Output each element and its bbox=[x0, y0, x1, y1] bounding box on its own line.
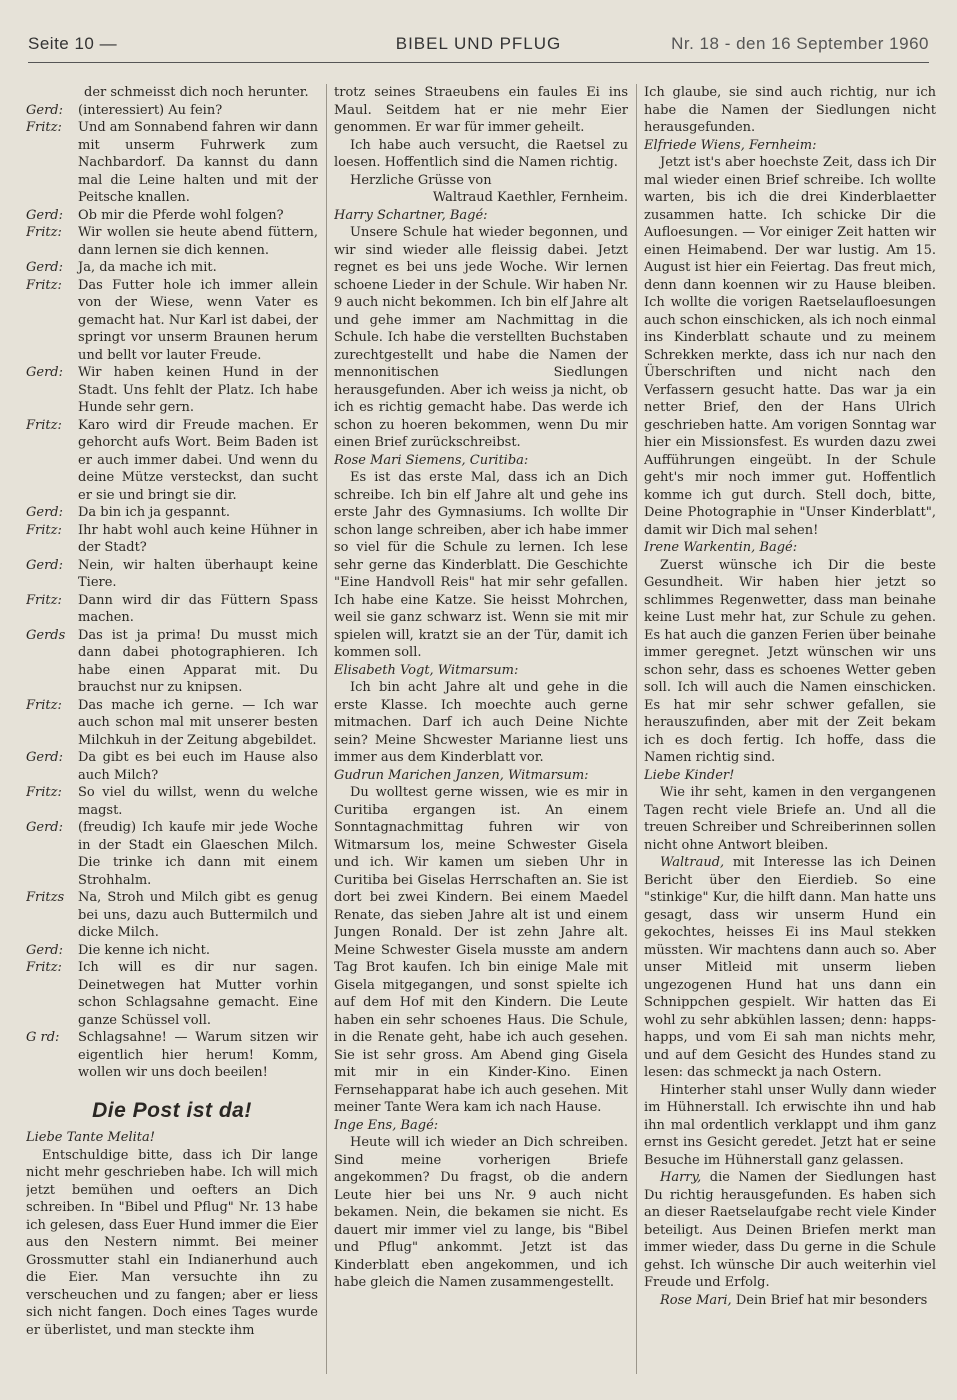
dialog-block bbox=[26, 84, 318, 1082]
dialog-text: Wir haben keinen Hund in der Stadt. Uns fehlt der Platz. Ich habe Hunde sehr gern. bbox=[78, 365, 318, 415]
dialog-line bbox=[26, 259, 318, 277]
dialog-text: Ja, da mache ich mit. bbox=[78, 260, 217, 275]
dialog-text: (interessiert) Au fein? bbox=[78, 102, 223, 118]
header-rule bbox=[28, 62, 929, 63]
dialog-line bbox=[26, 557, 318, 592]
dialog-text: der schmeisst dich noch herunter. bbox=[84, 85, 309, 100]
issue-date: Nr. 18 - den 16 September 1960 bbox=[671, 34, 929, 53]
speaker-name: Fritz: bbox=[26, 225, 62, 240]
reply-text: mit Interesse las ich Deinen Bericht über den Eierdieb. So eine "stinkige" Kur, die hilft dann. Man hatte uns gesagt, dass wir unserm Hund ein gekochtes, heisses Ei ins Maul stekken müssten. Wir machtens dann auch so. Aber unser Mitleid mit unserm lieben ungezogenen Hund hat uns dann ein Schnippchen gespielt. Wir hatten das Ei wohl zu sehr abkühlen lassen; denn: happs-happs, und vom Ei sah man nichts mehr, und auf dem Gesicht des Hundes stand zu lesen: das schmeckt ja nach Ostern. bbox=[644, 855, 936, 1080]
speaker-name: G rd: bbox=[26, 1030, 60, 1045]
reply-body: Hinterher stahl unser Wully dann wieder im Hühnerstall. Ich erwischte ihn und hab ihn mal ordentlich verklappt und ihm ganz ernst ins Gesicht geredet. Jetzt hat er seine Besuche im Hühnerstall ganz gelassen. bbox=[644, 1082, 936, 1168]
speaker-name: Fritz: bbox=[26, 522, 62, 538]
speaker-name: Gerds bbox=[26, 627, 66, 643]
reply-body bbox=[644, 854, 936, 1082]
dialog-line bbox=[26, 364, 318, 417]
dialog-line bbox=[26, 84, 318, 102]
letter-author: Inge Ens, Bagé: bbox=[334, 1117, 439, 1133]
reply-addressee: Harry, bbox=[660, 1170, 702, 1185]
letter-author: Elfriede Wiens, Fernheim: bbox=[644, 137, 817, 153]
column-3 bbox=[644, 84, 936, 1384]
dialog-text: Ich will es dir nur sagen. Deinetwegen hat Mutter vorhin schon Schlagsahne gemacht. Eine ganze Schüssel voll. bbox=[78, 960, 318, 1028]
dialog-text: Das mache ich gerne. — Ich war auch schon mal mit unserer besten Milchkuh in der Zeitung abgebildet. bbox=[78, 697, 318, 748]
reply-addressee: Rose Mari, bbox=[660, 1292, 732, 1308]
letter-author: Gudrun Marichen Janzen, Witmarsum: bbox=[334, 767, 589, 783]
letter-salutation: Liebe Tante Melita! bbox=[26, 1130, 155, 1145]
speaker-name: Gerd: bbox=[26, 365, 63, 380]
dialog-line bbox=[26, 784, 318, 819]
dialog-text: Schlagsahne! — Warum sitzen wir eigentlich hier herum! Komm, wollen wir uns doch beeilen! bbox=[78, 1030, 318, 1080]
speaker-name: Fritz: bbox=[26, 120, 62, 135]
dialog-line bbox=[26, 277, 318, 365]
column-divider bbox=[636, 84, 637, 1374]
reply-salutation: Liebe Kinder! bbox=[644, 767, 735, 783]
dialog-text: Ob mir die Pferde wohl folgen? bbox=[78, 207, 284, 223]
speaker-name: Gerd: bbox=[26, 505, 63, 520]
dialog-text: Dann wird dir das Füttern Spass machen. bbox=[78, 592, 318, 625]
dialog-text: Wir wollen sie heute abend füttern, dann lernen sie dich kennen. bbox=[78, 225, 318, 258]
reply-body bbox=[644, 1292, 936, 1310]
dialog-text: Nein, wir halten überhaupt keine Tiere. bbox=[78, 557, 318, 590]
dialog-text: Die kenne ich nicht. bbox=[78, 942, 211, 958]
dialog-line bbox=[26, 819, 318, 889]
section-heading: Die Post ist da! bbox=[92, 1098, 252, 1122]
speaker-name: Fritz: bbox=[26, 785, 62, 800]
dialog-line bbox=[26, 749, 318, 784]
letter-body: Entschuldige bitte, dass ich Dir lange nicht mehr geschrieben habe. Ich will mich jetzt bemühen und oefters an Dich schreiben. In "Bibel und Pflug" Nr. 13 habe ich gelesen, dass Euer Hund immer die Eier aus den Nestern nimmt. Bei meiner Grossmutter stahl ein Indianerhund auch die Eier. Man versuchte ihn zu verscheuchen und zu fangen; aber er liess sich nicht fangen. Doch eines Tages wurde er überlistet, und man steckte ihm bbox=[26, 1147, 318, 1338]
letter-author: Harry Schartner, Bagé: bbox=[334, 207, 488, 223]
dialog-line bbox=[26, 522, 318, 557]
dialog-line bbox=[26, 224, 318, 259]
speaker-name: Gerd: bbox=[26, 820, 63, 835]
dialog-line bbox=[26, 1029, 318, 1082]
dialog-text: Karo wird dir Freude machen. Er gehorcht aufs Wort. Beim Baden ist er auch immer dabei. Und wenn du deine Mütze versteckst, dan sucht er sie und bringt sie dir. bbox=[78, 417, 318, 503]
speaker-name bbox=[26, 84, 78, 102]
letter-body: trotz seines Straeubens ein faules Ei ins Maul. Seitdem hat er nie mehr Eier genommen. Er war für immer geheilt. bbox=[334, 85, 628, 135]
letter-body: Ich bin acht Jahre alt und gehe in die erste Klasse. Ich moechte auch gerne mitmachen. Darf ich auch Deine Nichte sein? Meine Shcwester Marianne liest uns immer aus dem Kinderblatt vor. bbox=[334, 680, 628, 765]
speaker-name: Gerd: bbox=[26, 260, 63, 275]
publication-title: BIBEL UND PFLUG bbox=[395, 34, 562, 53]
letter-body: Unsere Schule hat wieder begonnen, und wir sind wieder alle fleissig dabei. Jetzt regnet es bei uns jede Woche. Wir lernen schoene Lieder in der Schule. Wir haben Nr. 9 auch nicht bekommen. Ich bin elf Jahre alt und gehe immer am Nachmittag in die Schule. Ich habe die verstellten Buchstaben zurechtgestellt und habe die Namen der mennonitischen Siedlungen herausgefunden. Aber ich weiss ja nicht, ob ich es richtig gemacht habe. Das werde ich schon zu hoeren bekommen, wenn Du mir einen Brief zurückschreibst. bbox=[334, 225, 628, 450]
letter-body: Jetzt ist's aber hoechste Zeit, dass ich Dir mal wieder einen Brief schreibe. Ich wollte warten, bis ich die drei Kinderblaetter zusammen hatte. Ich schicke Dir die Aufloesungen. — Vor einiger Zeit hatten wir einen Heimabend. Der war lustig. Am 15. August ist hier ein Feiertag. Das freut mich, denn dann koennen wir zu Hause bleiben. Ich wollte die vorigen Raetselaufloesungen auch schon einschicken, als ich noch einmal ins Kinderblatt schaute und zu meinem Schrekken merkte, dass ich nur nach den Überschriften und nicht nach den Verfassern gesucht hatte. Das war ja ein netter Brief, den der Hans Ulrich geschrieben hatte. Am vorigen Sonntag war hier ein Missionsfest. Es wurden dazu zwei Aufführungen eingeübt. In der Schule geht's mir noch immer gut. Hoffentlich komme ich gut durch. Stell doch, bitte, Deine Photographie in "Unser Kinderblatt", damit wir Dich mal sehen! bbox=[644, 155, 936, 538]
speaker-name: Gerd: bbox=[26, 207, 63, 223]
dialog-text: Und am Sonnabend fahren wir dann mit unserm Fuhrwerk zum Nachbardorf. Da kannst du dann mal die Leine halten und mit der Peitsche knallen. bbox=[78, 120, 318, 205]
dialog-line bbox=[26, 207, 318, 225]
letter-body: Heute will ich wieder an Dich schreiben. Sind meine vorherigen Briefe angekommen? Du fragst, ob die andern Leute hier bei uns Nr. 9 auch nicht bekamen. Nein, die bekamen sie nicht. Es dauert mir immer viel zu lange, bis "Bibel und Pflug" ankommt. Jetzt ist das Kinderblatt eben angekommen, und ich habe gleich die Namen zusammengestellt. bbox=[334, 1135, 628, 1290]
dialog-line bbox=[26, 889, 318, 942]
letter-body: Ich glaube, sie sind auch richtig, nur ich habe die Namen der Siedlungen nicht herausgefunden. bbox=[644, 85, 936, 135]
dialog-text: (freudig) Ich kaufe mir jede Woche in der Stadt ein Glaeschen Milch. Die trinke ich dann mit einem Strohhalm. bbox=[78, 820, 318, 888]
reply-body: Wie ihr seht, kamen in den vergangenen Tagen recht viele Briefe an. Und all die treuen Schreiber und Schreiberinnen sollen nicht ohne Antwort bleiben. bbox=[644, 785, 936, 853]
dialog-text: Da bin ich ja gespannt. bbox=[78, 505, 231, 520]
dialog-line bbox=[26, 959, 318, 1029]
dialog-line bbox=[26, 697, 318, 750]
speaker-name: Fritz: bbox=[26, 960, 62, 975]
letter-body: Du wolltest gerne wissen, wie es mir in Curitiba ergangen ist. An einem Sonntagnachmittag fuhren wir von Witmarsum los, meine Schwester Gisela und ich. Wir kamen um sieben Uhr in Curitiba bei Giselas Herrschaften an. Sie ist dort bei zwei Kindern. Bei einem Maedel Renate, das sieben Jahre alt ist und einem Jungen Ronald. Der ist zehn Jahre alt. Meine Schwester Gisela musste am andern Tag Brot kaufen. Ich bin einige Male mit Gisela mitgegangen, und sonst spielte ich auf dem Hof mit den Kindern. Die Leute haben ein sehr schoenes Haus. Die Schule, in die Renate geht, habe ich auch gesehen. Sie ist sehr gross. Am Abend ging Gisela mit mir in ein Kinder-Kino. Einen Fernsehapparat habe ich auch gesehen. Mit meiner Tante Wera kam ich nach Hause. bbox=[334, 785, 628, 1115]
page-number: Seite 10 — bbox=[28, 34, 118, 53]
letter-closing: Herzliche Grüsse von bbox=[350, 172, 492, 188]
dialog-text: So viel du willst, wenn du welche magst. bbox=[78, 785, 318, 818]
dialog-line bbox=[26, 504, 318, 522]
page-header bbox=[28, 34, 929, 64]
speaker-name: Fritz: bbox=[26, 417, 62, 433]
speaker-name: Gerd: bbox=[26, 750, 63, 765]
dialog-text: Das ist ja prima! Du musst mich dann dabei photographieren. Ich habe einen Apparat mit. Du brauchst nur zu knipsen. bbox=[78, 627, 318, 695]
speaker-name: Gerd: bbox=[26, 942, 63, 958]
letter-signature: Waltraud Kaethler, Fernheim. bbox=[432, 190, 628, 205]
speaker-name: Fritz: bbox=[26, 277, 62, 293]
speaker-name: Fritz: bbox=[26, 697, 62, 713]
dialog-line bbox=[26, 119, 318, 207]
letter-body: Ich habe auch versucht, die Raetsel zu loesen. Hoffentlich sind die Namen richtig. bbox=[334, 137, 628, 170]
dialog-line bbox=[26, 942, 318, 960]
reply-text: Dein Brief hat mir besonders bbox=[735, 1292, 928, 1308]
dialog-line bbox=[26, 417, 318, 505]
letter-author: Rose Mari Siemens, Curitiba: bbox=[334, 452, 529, 468]
dialog-line bbox=[26, 592, 318, 627]
dialog-text: Da gibt es bei euch im Hause also auch Milch? bbox=[78, 750, 318, 783]
dialog-text: Ihr habt wohl auch keine Hühner in der Stadt? bbox=[78, 522, 318, 555]
reply-addressee: Waltraud, bbox=[660, 855, 725, 870]
dialog-text: Na, Stroh und Milch gibt es genug bei uns, dazu auch Buttermilch und dicke Milch. bbox=[78, 890, 318, 940]
letter-author: Elisabeth Vogt, Witmarsum: bbox=[334, 662, 519, 678]
column-2 bbox=[334, 84, 628, 1384]
letter-body: Zuerst wünsche ich Dir die beste Gesundheit. Wir haben hier jetzt so schlimmes Regenwetter, dass man beinahe keine Lust mehr hat, zur Schule zu gehen. Es hat auch die ganzen Ferien über beinahe immer geregnet. Jetzt wünschen wir uns schon sehr, dass es schoenes Wetter geben soll. Ich will auch die Namen einschicken. Es hat mir sehr schwer gefallen, sie herauszufinden, aber mit der Zeit bekam ich es doch fertig. Ich hoffe, dass die Namen richtig sind. bbox=[644, 557, 936, 765]
dialog-text: Das Futter hole ich immer allein von der Wiese, wenn Vater es gemacht hat. Nur Karl ist dabei, der springt vor unserm Braunen herum und bellt vor lauter Freude. bbox=[78, 277, 318, 363]
speaker-name: Fritz: bbox=[26, 592, 62, 608]
reply-body bbox=[644, 1169, 936, 1292]
dialog-line bbox=[26, 627, 318, 697]
speaker-name: Gerd: bbox=[26, 102, 63, 118]
reply-text: die Namen der Siedlungen hast Du richtig herausgefunden. Es haben sich an dieser Raetselaufgabe recht viele Kinder beteiligt. Aus Deinen Briefen merkt man immer wieder, dass Du gerne in die Schule gehst. Ich wünsche Dir auch weiterhin viel Freude und Erfolg. bbox=[644, 1170, 936, 1290]
letter-author: Irene Warkentin, Bagé: bbox=[644, 540, 798, 555]
speaker-name: Gerd: bbox=[26, 557, 63, 573]
letter-body: Es ist das erste Mal, dass ich an Dich schreibe. Ich bin elf Jahre alt und gehe ins erste Jahr des Gymnasiums. Ich wollte Dir schon lange schreiben, aber ich habe immer so viel für die Schule zu lernen. Ich lese sehr gerne das Kinderblatt. Die Geschichte "Eine Handvoll Reis" hat mir sehr gefallen. Ich habe eine Katze. Sie heisst Mohrchen, weil sie ganz schwarz ist. Wenn sie mit mir spielen will, kratzt sie an der Tür, damit ich kommen soll. bbox=[334, 470, 628, 660]
dialog-line bbox=[26, 102, 318, 120]
speaker-name: Fritzs bbox=[26, 890, 65, 905]
column-1 bbox=[26, 84, 318, 1384]
column-divider bbox=[326, 84, 327, 1374]
